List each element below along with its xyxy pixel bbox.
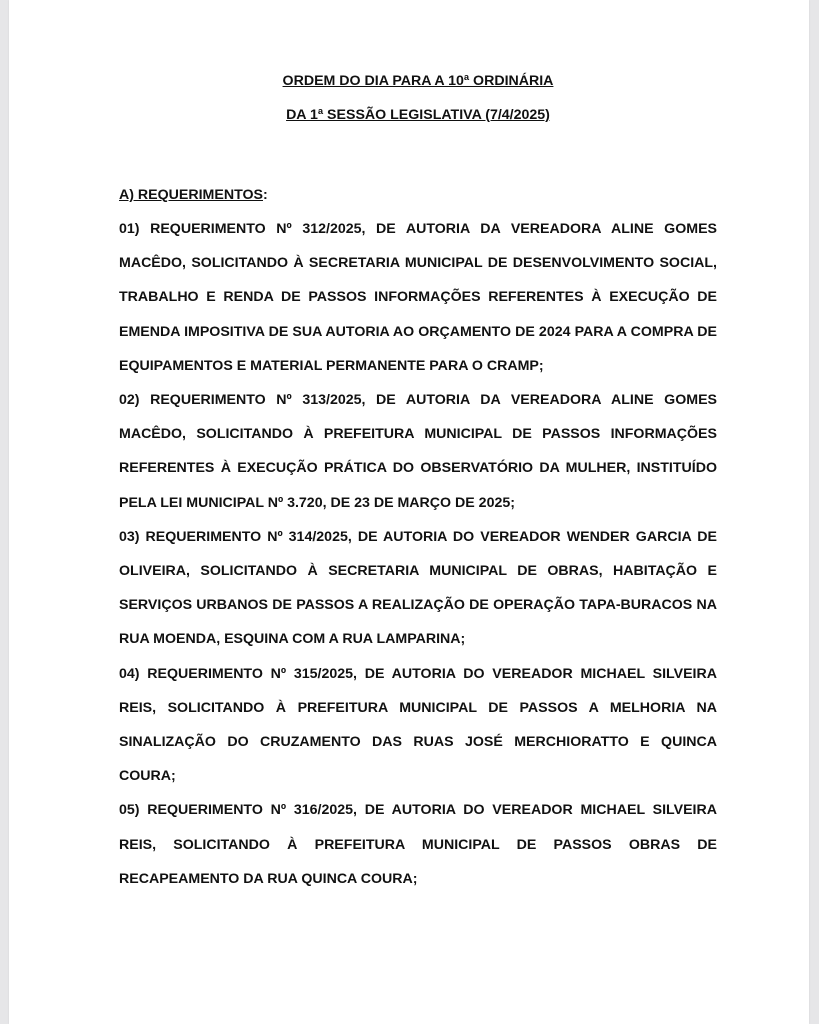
list-item: 05) REQUERIMENTO Nº 316/2025, DE AUTORIA DO VEREADOR MICHAEL SILVEIRA REIS, SOLICITANDO À PREFEITURA MUNICIPAL DE PASSOS OBRAS DE RECAPEAMENTO DA RUA QUINCA COURA; xyxy=(119,802,717,887)
list-item: 02) REQUERIMENTO Nº 313/2025, DE AUTORIA DA VEREADORA ALINE GOMES MACÊDO, SOLICITANDO À PREFEITURA MUNICIPAL DE PASSOS INFORMAÇÕES REFERENTES À EXECUÇÃO PRÁTICA DO OBSERVATÓRIO DA MULHER, INSTITUÍDO PELA LEI MUNICIPAL Nº 3.720, DE 23 DE MARÇO DE 2025; xyxy=(119,392,717,511)
section-heading-suffix: : xyxy=(263,187,268,203)
document-page xyxy=(9,0,809,1024)
list-item: 03) REQUERIMENTO Nº 314/2025, DE AUTORIA DO VEREADOR WENDER GARCIA DE OLIVEIRA, SOLICITANDO À SECRETARIA MUNICIPAL DE OBRAS, HABITAÇÃO E SERVIÇOS URBANOS DE PASSOS A REALIZAÇÃO DE OPERAÇÃO TAPA-BURACOS NA RUA MOENDA, ESQUINA COM A RUA LAMPARINA; xyxy=(119,528,717,648)
document-title-line-1: ORDEM DO DIA PARA A 10ª ORDINÁRIA xyxy=(282,73,554,89)
list-item: 04) REQUERIMENTO Nº 315/2025, DE AUTORIA DO VEREADOR MICHAEL SILVEIRA REIS, SOLICITANDO À PREFEITURA MUNICIPAL DE PASSOS A MELHORIA NA SINALIZAÇÃO DO CRUZAMENTO DAS RUAS JOSÉ MERCHIORATTO E QUINCA COURA; xyxy=(119,665,717,785)
list-item: 01) REQUERIMENTO Nº 312/2025, DE AUTORIA DA VEREADORA ALINE GOMES MACÊDO, SOLICITANDO À SECRETARIA MUNICIPAL DE DESENVOLVIMENTO SOCIAL, TRABALHO E RENDA DE PASSOS INFORMAÇÕES REFERENTES À EXECUÇÃO DE EMENDA IMPOSITIVA DE SUA AUTORIA AO ORÇAMENTO DE 2024 PARA A COMPRA DE EQUIPAMENTOS E MATERIAL PERMANENTE PARA O CRAMP; xyxy=(119,221,717,374)
document-content xyxy=(119,64,717,896)
document-title-line-2: DA 1ª SESSÃO LEGISLATIVA (7/4/2025) xyxy=(286,107,550,123)
section-heading xyxy=(119,178,717,212)
section-heading-text: A) REQUERIMENTOS xyxy=(119,187,263,203)
